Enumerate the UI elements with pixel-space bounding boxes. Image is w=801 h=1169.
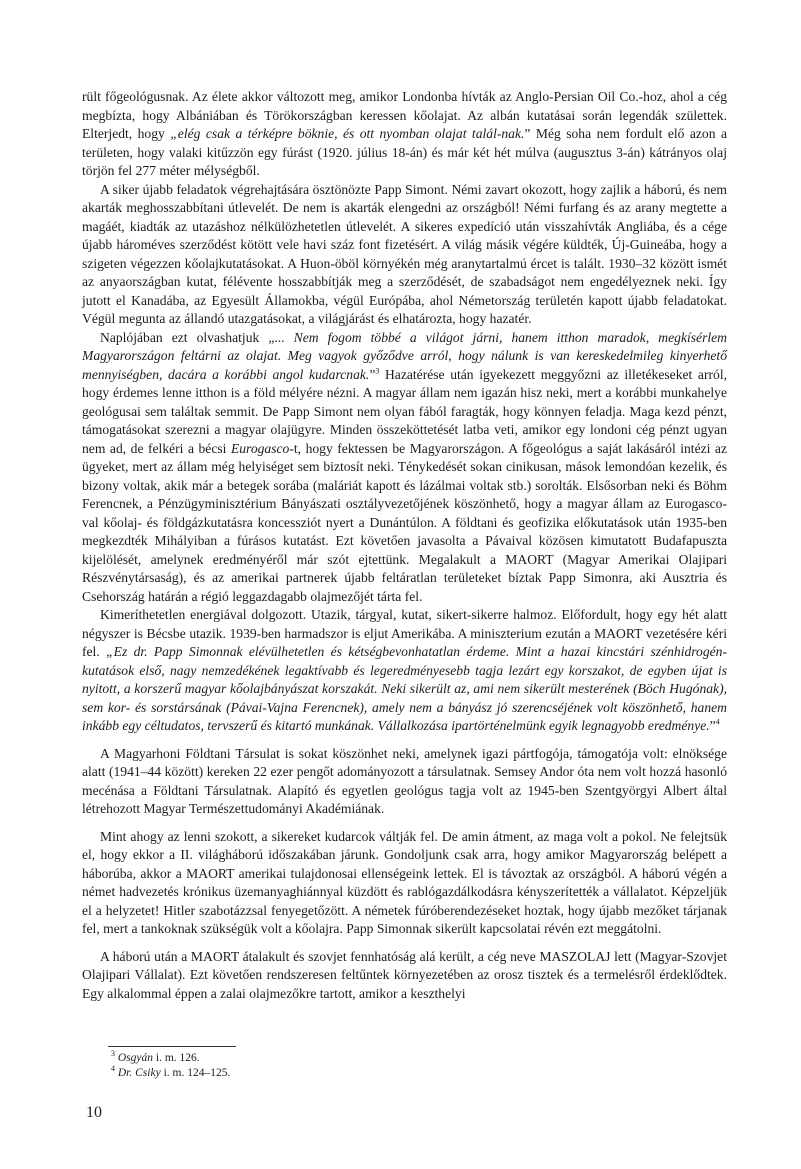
text-run: Hazatérése után igyekezett meggyőzni az illetékeseket arról, hogy érdemes lenne itthon is a föld mélyére nézni. A magyar állam nem igazán hisz neki, mert a korábbi munkahelye geológusai sem találtak semmit. De Papp Simont nem olyan fából faragták, hogy könnyen feladja. Maga kezd pénzt, támogatásokat szerezni a magyar olajügyre. Minden összeköttetését latba veti, amikor egy londoni cég pénzt ugyan nem ad, de felkéri a bécsi xyxy=(82,366,727,456)
italic-text: Eurogasco xyxy=(230,440,290,456)
footnote-rule xyxy=(108,1046,236,1047)
text-run: Mint ahogy az lenni szokott, a sikereket kudarcok váltják fel. De amin átment, az maga volt a pokol. Ne felejtsük el, hogy ekkor a II. világháború időszakában járunk. Gondoljunk csak arra, hogy amikor Magyarország belépett a háborúba, akkor a MAORT amerikai tulajdonosai ellenségeink lettek. El is távoztak az országból. A háború végén a német hadvezetés krónikus üzemanyaghiánnyal küzdött és rablógazdálkodásra kényszerítették a vállalatot. Képzeljük el a helyzetet! Hitler szabotázzsal fenyegetőzött. A németek fúróberendezéseket hoztak, hogy újabb mezőket tárjanak fel, mert a tankoknak szükségük volt a kőolajra. Papp Simonnak sikerült kapcsolatai révén ezt meggátolni. xyxy=(82,828,727,936)
footnote-number: 4 xyxy=(111,1064,115,1074)
paragraph xyxy=(82,948,727,1004)
paragraph xyxy=(82,828,727,939)
footnote-ref: 4 xyxy=(715,717,720,727)
footnote xyxy=(111,1051,230,1066)
italic-text: Nem fogom többé a világot járni, hanem itthon maradok, megkísérlem Magyarországon feltárni az olajat. Meg vagyok győződve arról, hogy nálunk is van kereskedelmileg kinyerhető mennyiségben, dacára a korábbi angol kudarcnak. xyxy=(82,329,727,382)
text-run: ” Még soha nem fordult elő azon a területen, hogy valaki kitűzzön egy fúrást (1920. július 18-án) és már két hét múlva (augusztus 3-án) kátrányos olaj törjön fel 277 méter mélységből. xyxy=(82,126,727,178)
paragraph xyxy=(82,88,727,181)
text-run: ” xyxy=(369,366,376,382)
text-run: A siker újabb feladatok végrehajtására ösztönözte Papp Simont. Némi zavart okozott, hogy zajlik a háború, és nem akarták meghosszabbítani útlevelét. De nem is akarták elengedni az országból! Némi furfang és az arany megtette a magáét, kiadták az utazáshoz nélkülözhetetlen útlevelét. A sikeres expedíció után visszahívták Angliába, és a cége újabb hároméves szerződést kötött vele havi száz font fizetésért. A világ másik végére küldték, Új-Guineába, hogy a szigeten végezzen kőolajkutatásokat. A Huon-öböl környékén még aranytartalmú ércet is talált. 1930–32 között ismét az anyaországban kutat, félévente hosszabbítják meg a szerződését, de szabadságot nem engedélyeznek neki. Így jutott el Kanadába, az Egyesült Államokba, végül Európába, ahol Németország területén kapott újabb feladatokat. Végül megunta az állandó utazgatásokat, a világjárást és elhatározta, hogy hazatér. xyxy=(82,181,727,326)
italic-text: „elég csak a térképre böknie, és ott nyomban olajat talál-nak. xyxy=(170,126,525,141)
italic-text: „Ez dr. Papp Simonnak elévülhetetlen és kétségbevonhatatlan érdeme. Mint a hazai kincstári szénhidrogén-kutatások első, nagy nemzedékének legaktívabb és legeredményesebb tagja lezárt egy korszakot, de egyben újat is nyitott, a korszerű magyar kőolajbányászat korszakát. Neki sikerült az, ami nem sikerült mesterének (Böch Hugónak), sem kor- és sorstársának (Pávai-Vajna Ferencnek), amely nem a bányász jó szerencséjének volt köszönhető, hanem inkább egy céltudatos, tervszerű és kitartó munkának. Vállalkozása ipartörténelmünk egyik legnagyobb eredménye. xyxy=(82,644,727,733)
text-run: rült főgeológusnak. Az élete akkor változott meg, amikor Londonba hívták az Anglo-Persian Oil Co.-hoz, ahol a cég megbízta, hogy Albániában és Törökországban keressen kőolajat. Az albán kutatásai során legendák születtek. Elterjedt, hogy xyxy=(82,89,727,141)
text-run: Kimeríthetetlen energiával dolgozott. Utazik, tárgyal, kutat, sikert-sikerre halmoz. Előfordult, hogy egy hét alatt négyszer is Bécsbe utazik. 1939-ben harmadszor is eljut Amerikába. A miniszterium ezután a MAORT vezetésére kéri fel. xyxy=(82,607,727,659)
paragraph xyxy=(82,181,727,329)
text-run: A Magyarhoni Földtani Társulat is sokat köszönhet neki, amelynek igazi pártfogója, támogatója volt: elnöksége alatt (1941–44 között) kereken 22 ezer pengőt adományozott a társulatnak. Semsey Andor óta nem volt hozzá hasonló mecénása a Földtani Társulatnak. Alapító és egyetlen geológus tagja volt az 1945-ben Szentgyörgyi Albert által létrehozott Magyar Természettudományi Akadémiának. xyxy=(82,745,727,816)
text-run: A háború után a MAORT átalakult és szovjet fennhatóság alá került, a cég neve MASZOLAJ lett (Magyar-Szovjet Olajipari Vállalat). Ezt követően rendszeresen feltűntek környezetében az orosz tisztek és a termelésről érdeklődtek. Egy alkalommal éppen a zalai olajmezőkre tartott, amikor a keszthelyi xyxy=(82,948,727,1001)
text-run: -t, hogy fektessen be Magyarországon. A főgeológus a saját lakásáról intézi az ügyeket, mert az állam még helyiséget sem biztosít neki. Ténykedését sokan cinikusan, mások lemondóan kezelik, és bizony voltak, akik már a betegek sorába (maláriát kapott és lázálmai voltak stb.) sorolták. Elsősorban neki és Böhm Ferencnek, a Pénzügyminisztérium Bányászati osztályvezetőjének köszönhető, hogy a magyar állam az Eurogasco-val kőolaj- és földgázkutatásra koncessziót nyert a Dunántúlon. A földtani és geofizika előkutatások után 1935-ben megkezdték Mihályiban a fúrásos kutatást. Ezt követően javasolta a Pávaival közösen kimutatott Budafapuszta kijelölését, amelynek eredményéről már szót ejtettünk. Megalakult a MAORT (Magyar Amerikai Olajipari Részvénytársaság), és az amerikai partnerek újabb feltáratlan területeket bíztak Papp Simonra, aki Ausztria és Csehország határán a régió leggazdagabb olajmezőjét tárta fel. xyxy=(82,440,727,604)
page-number: 10 xyxy=(86,1104,102,1121)
footnote-pages: i. m. 124–125. xyxy=(160,1067,231,1079)
footnote xyxy=(111,1066,230,1081)
footnote-source: Osgyán xyxy=(117,1052,154,1064)
paragraph xyxy=(82,606,727,736)
footnote-ref: 3 xyxy=(375,365,380,375)
footnote-source: Dr. Csiky xyxy=(117,1067,161,1079)
footnotes xyxy=(111,1051,230,1081)
paragraph xyxy=(82,745,727,819)
footnote-pages: i. m. 126. xyxy=(153,1052,200,1064)
body-text xyxy=(82,88,727,1003)
footnote-number: 3 xyxy=(111,1049,115,1059)
paragraph xyxy=(82,329,727,607)
text-run: ” xyxy=(709,718,716,733)
text-run: Naplójában ezt olvashatjuk „... xyxy=(100,329,294,345)
